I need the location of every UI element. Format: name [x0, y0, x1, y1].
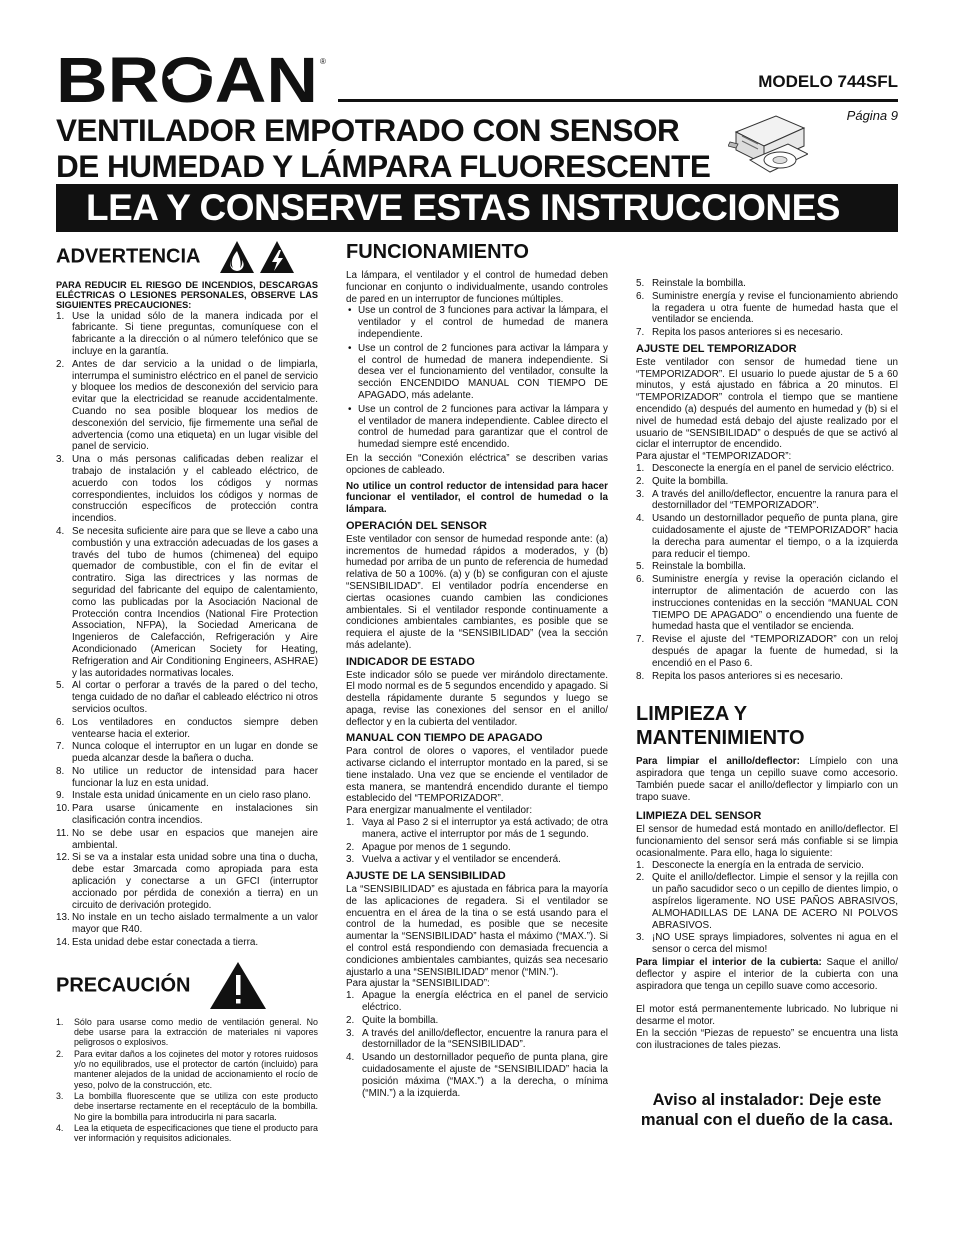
- sensibilidad-step: [346, 1052, 608, 1099]
- list-item-number: 6.: [56, 716, 65, 728]
- limpieza-sensor-text: El sensor de humedad está montado en anillo/deflector. El funcionamiento del sensor será más confiable si se limpia ocasionalmente. Para ello, haga lo siguiente:: [636, 824, 898, 859]
- advertencia-item: [56, 828, 318, 852]
- list-item-text: Quite la bombilla.: [362, 1014, 439, 1026]
- list-item-number: 4.: [56, 525, 65, 537]
- operacion-sensor-heading: OPERACIÓN DEL SENSOR: [346, 519, 487, 532]
- temporizador-step: [636, 489, 898, 513]
- temporizador-step: [636, 574, 898, 633]
- list-item-text: Para evitar daños a los cojinetes del motor y rotores ruidosos y/o no equilibrados, use el protector de cartón (incluido) para mantener alejados de la unidad de accionamiento el rocío de yeso, polvo de la construcción, etc.: [74, 1048, 318, 1090]
- list-item-text: No utilice un reductor de intensidad para hacer funcionar la luz en esta unidad.: [72, 765, 318, 789]
- precaucion-item: [56, 1123, 318, 1144]
- advertencia-item: [56, 766, 318, 790]
- manual-steps: [346, 817, 608, 866]
- list-item-number: 2.: [636, 475, 645, 487]
- funcionamiento-bullet: • Use un control de 2 funciones para activar la lámpara y el ventilador de manera independiente. Cablee directo el control de humedad para garantizar que el control de humedad siempre esté encendido.: [346, 404, 608, 451]
- limpieza-sensor-steps: [636, 860, 898, 956]
- list-item-text: Suministre energía y revise la operación ciclando el interruptor de alimentación de acuerdo con las instrucciones contenidas en la sección “MANUAL CON TIEMPO DE APAGADO” o encendiendo una fuente de humedad hasta que el ventilador se encienda.: [652, 574, 898, 633]
- header-rule: [338, 99, 898, 102]
- page-number: Página 9: [846, 108, 898, 123]
- motor-text: El motor está permanentemente lubricado. No lubrique ni desarme el motor.: [636, 1004, 898, 1028]
- list-item-number: 1.: [346, 817, 355, 829]
- limpieza-sensor-step: [636, 872, 898, 931]
- advertencia-title: ADVERTENCIA: [56, 245, 200, 268]
- list-item-text: A través del anillo/deflector, encuentre la ranura para el destornillador de la “SENSIBILIDAD”.: [362, 1027, 608, 1051]
- list-item-number: 1.: [636, 462, 645, 474]
- list-item-number: 2.: [56, 358, 65, 370]
- sensibilidad-lead: Para ajustar la “SENSIBILIDAD”:: [346, 978, 490, 990]
- list-item-text: Una o más personas calificadas deben realizar el trabajo de instalación y el cableado eléctrico, de acuerdo con todos los códigos y normas correspondientes, incluidos los códigos y normas de construcción específicos de protección contra incendios.: [72, 454, 318, 525]
- list-item-text: Desconecte la energía en el panel de servicio eléctrico.: [652, 462, 895, 474]
- caution-icon: [198, 961, 268, 1011]
- advertencia-item: [56, 526, 318, 679]
- sensibilidad-heading: AJUSTE DE LA SENSIBILIDAD: [346, 870, 506, 883]
- sensibilidad-step: [346, 1015, 608, 1027]
- list-item-text: ¡NO USE sprays limpiadores, solventes ni agua en el sensor o cerca del mismo!: [652, 932, 898, 956]
- limpieza-anillo-label: Para limpiar el anillo/deflector:: [636, 756, 800, 768]
- limpieza-cubierta-text: [636, 957, 898, 992]
- temporizador-step: [636, 671, 898, 683]
- list-item-text: Vuelva a activar y el ventilador se encenderá.: [362, 854, 561, 866]
- list-item-text: Instale esta unidad únicamente en un cielo raso plano.: [72, 790, 311, 802]
- advertencia-item: [56, 311, 318, 358]
- model-number: MODELO 744SFL: [758, 72, 898, 91]
- list-item-number: 1.: [56, 310, 65, 322]
- list-item-text: A través del anillo/deflector, encuentre la ranura para el destornillador del “TEMPORIZADOR”.: [652, 488, 898, 512]
- advertencia-item: [56, 790, 318, 802]
- list-item-number: 1.: [346, 990, 355, 1002]
- limpieza-heading: LIMPIEZA Y MANTENIMIENTO: [636, 703, 805, 750]
- document-title: [56, 112, 736, 184]
- advertencia-item: [56, 912, 318, 936]
- list-item-text: Usando un destornillador pequeño de punta plana, gire cuidadosamente el ajuste de “TEMPORIZADOR” hacia la derecha para aumentar el tiempo, o a la izquierda para reducir el tiempo.: [652, 513, 898, 560]
- list-item-number: 2.: [346, 841, 355, 853]
- list-item-text: Use la unidad sólo de la manera indicada por el fabricante. Si tiene preguntas, comuníquese con el fabricante a la dirección o al número telefónico que se incluye en la garantía.: [72, 310, 318, 357]
- precaucion-heading: [56, 961, 318, 1011]
- list-item-number: 10.: [56, 803, 70, 815]
- list-item-text: Reinstale la bombilla.: [652, 561, 746, 573]
- list-item-number: 4.: [56, 1122, 64, 1133]
- advertencia-item: [56, 741, 318, 765]
- list-item-number: 7.: [636, 327, 645, 339]
- list-item-number: 2.: [56, 1048, 64, 1059]
- list-item-number: 3.: [56, 454, 65, 466]
- advertencia-heading: [56, 240, 318, 274]
- temporizador-step: [636, 513, 898, 560]
- sensibilidad-step: [636, 327, 898, 339]
- sensibilidad-text: La “SENSIBILIDAD” es ajustada en fábrica para la mayoría de las aplicaciones de regadera. Si el ventilador se encuentra en el área de la tina o se está usando para el control de la humedad, es posible que se necesite aumentar la “SENSIBILIDAD” hasta el máximo (“MAX.”). Si el control está respondiendo con demasiada frecuencia a condiciones ambientales cambiantes, quizás sea necesario ajustarlo a una “SENSIBILIDAD” menor (“MIN.”).: [346, 884, 608, 978]
- list-item-number: 7.: [636, 634, 645, 646]
- temporizador-step: [636, 561, 898, 573]
- advertencia-item: [56, 359, 318, 453]
- installer-notice: [636, 1090, 898, 1130]
- list-item-text: Nunca coloque el interruptor en un lugar en donde se pueda alcanzar desde la bañera o ducha.: [72, 741, 318, 765]
- list-item-number: 3.: [56, 1090, 64, 1101]
- installer-notice-line-2: manual con el dueño de la casa.: [640, 1110, 894, 1129]
- manual-lead: Para energizar manualmente el ventilador:: [346, 805, 533, 817]
- temporizador-heading: AJUSTE DEL TEMPORIZADOR: [636, 342, 797, 355]
- svg-text:®: ®: [320, 57, 326, 66]
- svg-text:BROAN: BROAN: [56, 54, 318, 106]
- advertencia-item: [56, 852, 318, 911]
- column-temporizador-limpieza: [636, 278, 898, 1130]
- list-item-text: Quite el anillo/deflector. Limpie el sensor y la rejilla con un paño sacudidor seco o un cepillo de dientes limpio, o aspírelos ligeramente. NO USE PAÑOS ABRASIVOS, ALMOHADILLAS DE LANA DE ACERO NI POLVOS ABRASIVOS.: [652, 872, 898, 931]
- column-funcionamiento: [346, 240, 608, 1100]
- list-item-text: Apague por menos de 1 segundo.: [362, 841, 511, 853]
- limpieza-anillo-text: [636, 756, 898, 803]
- list-item-number: 4.: [636, 513, 645, 525]
- funcionamiento-bullet: • Use un control de 3 funciones para activar la lámpara, el ventilador y el control de humedad de manera independiente.: [346, 305, 608, 340]
- list-item-text: No instale en un techo aislado termalmente a un valor mayor que R40.: [72, 912, 318, 936]
- precaucion-list: [56, 1017, 318, 1144]
- funcionamiento-heading: FUNCIONAMIENTO: [346, 241, 529, 263]
- list-item-text: Para usarse únicamente en instalaciones sin clasificación contra incendios.: [72, 803, 318, 827]
- list-item-text: Antes de dar servicio a la unidad o de limpiarla, interrumpa el suministro eléctrico en el panel de servicio y bloquee los medios de desconexión del servicio para evitar que la electricidad se reanude accidentalmente. Cuando no sea posible bloquear los medios de desconexión del servicio, fije firmemente una señal de advertencia (como una etiqueta) en un lugar visible del panel de servicio.: [72, 358, 318, 453]
- temporizador-steps: [636, 463, 898, 682]
- list-item-text: Si se va a instalar esta unidad sobre una tina o ducha, debe estar 3marcada como apropiada para esta aplicación y conectarse a un GFCI (interruptor accionado por pérdida de conexión a tierra) en un circuito de derivación protegido.: [72, 852, 318, 911]
- list-item-number: 5.: [636, 278, 645, 289]
- manual-heading: MANUAL CON TIEMPO DE APAGADO: [346, 732, 543, 745]
- temporizador-step: [636, 634, 898, 669]
- sensibilidad-steps-cont: [636, 278, 898, 339]
- manual-step: [346, 842, 608, 854]
- list-item-number: 12.: [56, 852, 70, 864]
- advertencia-list: [56, 311, 318, 949]
- list-item-number: 3.: [346, 854, 355, 866]
- limpieza-cubierta-label: Para limpiar el interior de la cubierta:: [636, 957, 822, 969]
- precaucion-item: [56, 1091, 318, 1122]
- list-item-number: 11.: [56, 827, 69, 839]
- title-line-1: VENTILADOR EMPOTRADO CON SENSOR: [56, 112, 680, 148]
- advertencia-item: [56, 803, 318, 827]
- precaucion-title: PRECAUCIÓN: [56, 974, 191, 997]
- list-item-text: Los ventiladores en conductos siempre deben ventearse hacia el exterior.: [72, 716, 318, 740]
- list-item-text: Quite la bombilla.: [652, 475, 729, 487]
- column-advertencia: [56, 240, 318, 1144]
- list-item-number: 6.: [636, 290, 645, 302]
- list-item-number: 1.: [56, 1016, 64, 1027]
- list-item-number: 3.: [636, 932, 645, 944]
- list-item-number: 8.: [636, 670, 645, 682]
- list-item-number: 1.: [636, 859, 645, 871]
- list-item-number: 8.: [56, 765, 65, 777]
- list-item-number: 2.: [346, 1014, 355, 1026]
- sensibilidad-step: [636, 278, 898, 290]
- operacion-sensor-text: Este ventilador con sensor de humedad responde ante: (a) incrementos de humedad rápidos a moderados, y (b) humedad por arriba de un punto de referencia de humedad relativa de 50 a 100%. (a) y (b) se configuran con el ajuste “SENSIBILIDAD”. El ventilador podría encenderse en ciertas ocasiones cuando cambien las condiciones ambientales. Si el ventilador responde continuamente a condiciones ambientales cambiantes, es posible que se requiera el ajuste de la “SENSIBILIDAD” (vea la sección más adelante).: [346, 533, 608, 651]
- list-item-text: Se necesita suficiente aire para que se lleve a cabo una combustión y una extracción adecuadas de los gases a través del tubo de humos (chimenea) del equipo quemador de combustible, con el fin de evitar el contratiro. Siga las directrices y las normas de seguridad del fabricante del equipo de calentamiento, como las publicadas por la Asociación Nacional de Protección contra Incendios (National Fire Protection Association, NFPA), la Sociedad Americana de Ingenieros de Calefacción, Refrigeración y Aire Acondicionado (American Society for Heating, Refrigeration and Air Conditioning Engineers, ASHRAE) y las autoridades normativas locales.: [72, 525, 318, 679]
- list-item-text: Lea la etiqueta de especificaciones que tiene el producto para ver información y requisitos adicionales.: [74, 1122, 318, 1144]
- temporizador-step: [636, 476, 898, 488]
- list-item-text: Usando un destornillador pequeño de punta plana, gire cuidadosamente el ajuste de “SENSIBILIDAD” hacia la posición máxima (“MAX.”) a la derecha, o mínima (“MIN.”) a la izquierda.: [362, 1052, 608, 1099]
- fire-warning-icon: [219, 240, 255, 274]
- list-item-text: Vaya al Paso 2 si el interruptor ya está activado; de otra manera, active el interruptor por más de 1 segundo.: [362, 817, 608, 840]
- list-item-text: Revise el ajuste del “TEMPORIZADOR” con un reloj después de apagar la fuente de humedad, si la encendió en el Paso 6.: [652, 634, 898, 669]
- cableado-text: En la sección “Conexión eléctrica” se describen varias opciones de cableado.: [346, 452, 608, 476]
- title-line-2: DE HUMEDAD Y LÁMPARA FLUORESCENTE: [56, 148, 711, 184]
- advertencia-item: [56, 717, 318, 741]
- dimmer-warning: No utilice un control reductor de intensidad para hacer funcionar el ventilador, el control de humedad o la lámpara.: [346, 480, 608, 516]
- manual-text: Para control de olores o vapores, el ventilador puede activarse ciclando el interruptor montado en la pared, si se tiene instalado. Una vez que se enciende el ventilador de esta manera, se mantendrá encendido durante el tiempo establecido del “TEMPORIZADOR”.: [346, 746, 608, 805]
- piezas-text: En la sección “Piezas de repuesto” se encuentra una lista con ilustraciones de tales piezas.: [636, 1028, 898, 1051]
- limpieza-sensor-step: [636, 860, 898, 872]
- list-item-number: 2.: [636, 872, 645, 884]
- list-item-text: Al cortar o perforar a través de la pared o del techo, tenga cuidado de no dañar el cableado eléctrico ni otros servicios ocultos.: [72, 680, 318, 715]
- precaucion-item: [56, 1017, 318, 1048]
- list-item-text: No se debe usar en espacios que manejen aire ambiental.: [72, 827, 318, 851]
- limpieza-cubierta-body: Saque el anillo/ deflector y aspire el interior de la cubierta con una aspiradora que tenga un cepillo suave como accesorio.: [636, 957, 898, 992]
- limpieza-anillo-body: Límpielo con una aspiradora que tenga un cepillo suave como accesorio. También puede sacar el anillo/deflector y limpiarlo con un trapo suave.: [636, 756, 898, 803]
- sensibilidad-step: [346, 990, 608, 1014]
- fan-product-illustration: [728, 106, 808, 182]
- instructions-banner: LEA Y CONSERVE ESTAS INSTRUCCIONES: [56, 184, 898, 232]
- list-item-text: La bombilla fluorescente que se utiliza con este producto debe insertarse rectamente en el receptáculo de la bombilla. No gire la bombilla para introducirla ni para sacarla.: [74, 1090, 318, 1122]
- sensibilidad-step: [346, 1028, 608, 1052]
- sensibilidad-step: [636, 291, 898, 326]
- sensibilidad-steps: [346, 990, 608, 1099]
- temporizador-lead: Para ajustar el “TEMPORIZADOR”:: [636, 451, 792, 463]
- advertencia-intro: PARA REDUCIR EL RIESGO DE INCENDIOS, DESCARGAS ELÉCTRICAS O LESIONES PERSONALES, OBSERVE LAS SIGUIENTES PRECAUCIONES:: [56, 280, 318, 311]
- installer-notice-line-1: Aviso al instalador: Deje este: [652, 1090, 882, 1109]
- advertencia-item: [56, 680, 318, 715]
- limpieza-sensor-step: [636, 932, 898, 956]
- list-item-text: Repita los pasos anteriores si es necesario.: [652, 670, 844, 682]
- list-item-text: Suministre energía y revise el funcionamiento abriendo la regadera u otra fuente de humedad hasta que el ventilador se encienda.: [652, 290, 898, 326]
- indicador-estado-heading: INDICADOR DE ESTADO: [346, 655, 475, 668]
- list-item-text: Repita los pasos anteriores si es necesario.: [652, 327, 844, 339]
- temporizador-step: [636, 463, 898, 475]
- list-item-text: Sólo para usarse como medio de ventilación general. No debe usarse para la extracción de materiales ni vapores peligrosos o explosivos.: [74, 1016, 318, 1048]
- list-item-text: Reinstale la bombilla.: [652, 278, 746, 289]
- indicador-estado-text: Este indicador sólo se puede ver mirándolo directamente. El modo normal es de 5 segundos encendido y apagado. Si destella rápidamente durante 5 segundos y luego se apaga, revise las conexiones del sensor en el anillo/ deflector y en la cubierta del ventilador.: [346, 669, 608, 728]
- list-item-number: 3.: [636, 488, 645, 500]
- list-item-text: Apague la energía eléctrica en el panel de servicio eléctrico.: [362, 990, 608, 1014]
- funcionamiento-bullet: • Use un control de 2 funciones para activar la lámpara y el control de humedad de manera independiente. Si desea ver el funcionamiento del ventilador, consulte la sección ENCENDIDO MANUAL CON TIEMPO DE APAGADO, más adelante.: [346, 343, 608, 402]
- electric-shock-icon: [259, 240, 295, 274]
- list-item-number: 5.: [636, 561, 645, 573]
- precaucion-item: [56, 1049, 318, 1090]
- list-item-number: 13.: [56, 912, 70, 924]
- advertencia-item: [56, 937, 318, 949]
- funcionamiento-intro: La lámpara, el ventilador y el control de humedad deben funcionar en conjunto o individualmente, usando controles de pared en un interruptor de funciones múltiples.: [346, 270, 608, 305]
- manual-step: [346, 854, 608, 866]
- broan-logo: [56, 54, 328, 106]
- list-item-number: 7.: [56, 741, 65, 753]
- manual-step: [346, 817, 608, 841]
- funcionamiento-bullets: [346, 305, 608, 451]
- list-item-text: Desconecte la energía en la entrada de servicio.: [652, 859, 864, 871]
- list-item-number: 4.: [346, 1052, 355, 1064]
- list-item-text: Esta unidad debe estar conectada a tierra.: [72, 937, 259, 949]
- list-item-number: 14.: [56, 937, 70, 949]
- limpieza-sensor-heading: LIMPIEZA DEL SENSOR: [636, 810, 762, 823]
- list-item-number: 3.: [346, 1027, 355, 1039]
- temporizador-text: Este ventilador con sensor de humedad tiene un “TEMPORIZADOR”. El usuario lo puede ajustar de 5 a 60 minutos, y está ajustado en fábrica a 20 minutos. El “TEMPORIZADOR” controla el tiempo que se mantiene encendido (a) después del aumento en humedad y (b) si el nivel de humedad está debajo del ajuste realizado por el usuario de “SENSIBILIDAD” o después de que se activó al ciclar el interruptor de encendido.: [636, 356, 898, 451]
- list-item-number: 5.: [56, 680, 65, 692]
- advertencia-item: [56, 454, 318, 525]
- list-item-number: 9.: [56, 790, 65, 802]
- list-item-number: 6.: [636, 574, 645, 586]
